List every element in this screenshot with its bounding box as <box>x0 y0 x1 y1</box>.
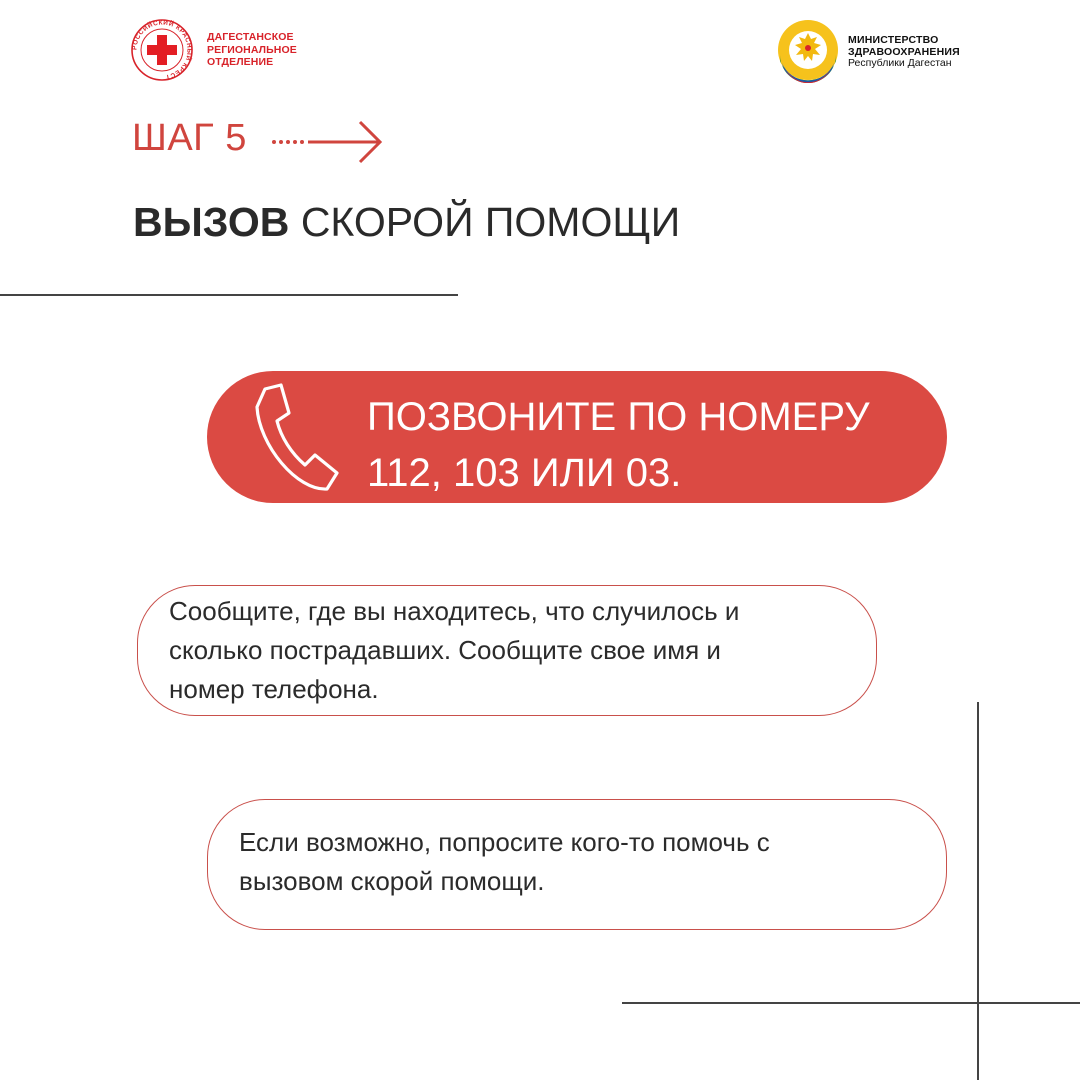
call-instruction <box>367 389 870 501</box>
info-text <box>239 823 939 901</box>
page-title-bold: ВЫЗОВ <box>133 199 290 245</box>
divider-line <box>0 294 458 296</box>
ministry-line: ЗДРАВООХРАНЕНИЯ <box>848 45 960 58</box>
red-cross-line: ДАГЕСТАНСКОЕ <box>207 31 294 43</box>
divider-line-vertical <box>977 702 979 1080</box>
step-label: ШАГ 5 <box>132 117 247 159</box>
red-cross-line: ОТДЕЛЕНИЕ <box>207 56 274 68</box>
info-text <box>169 592 869 709</box>
divider-line <box>622 1002 1080 1004</box>
ministry-line: МИНИСТЕРСТВО <box>848 34 939 46</box>
page-title <box>133 198 680 246</box>
info-line: вызовом скорой помощи. <box>239 866 545 896</box>
info-line: номер телефона. <box>169 674 379 704</box>
info-line: Сообщите, где вы находитесь, что случилось и <box>169 596 740 626</box>
info-line: сколько пострадавших. Сообщите свое имя и <box>169 635 721 665</box>
ministry-name <box>848 35 960 70</box>
ministry-region: Республики Дагестан <box>848 57 952 69</box>
dagestan-coat-of-arms-icon <box>776 17 840 83</box>
red-cross-ring-text: РОССИЙСКИЙ КРАСНЫЙ КРЕСТ <box>131 19 193 81</box>
info-line: Если возможно, попросите кого-то помочь с <box>239 827 770 857</box>
dotted-arrow-right-icon <box>270 118 385 168</box>
info-box-help <box>207 799 947 930</box>
red-cross-org-name <box>207 31 297 69</box>
call-line: ПОЗВОНИТЕ ПО НОМЕРУ <box>367 395 870 439</box>
page-title-regular: СКОРОЙ ПОМОЩИ <box>300 199 681 245</box>
red-cross-line: РЕГИОНАЛЬНОЕ <box>207 43 297 56</box>
call-line: 112, 103 ИЛИ 03. <box>367 451 682 495</box>
info-box-report <box>137 585 877 716</box>
red-cross-logo <box>130 18 194 82</box>
call-number-banner <box>207 371 947 503</box>
phone-handset-icon <box>251 379 343 495</box>
